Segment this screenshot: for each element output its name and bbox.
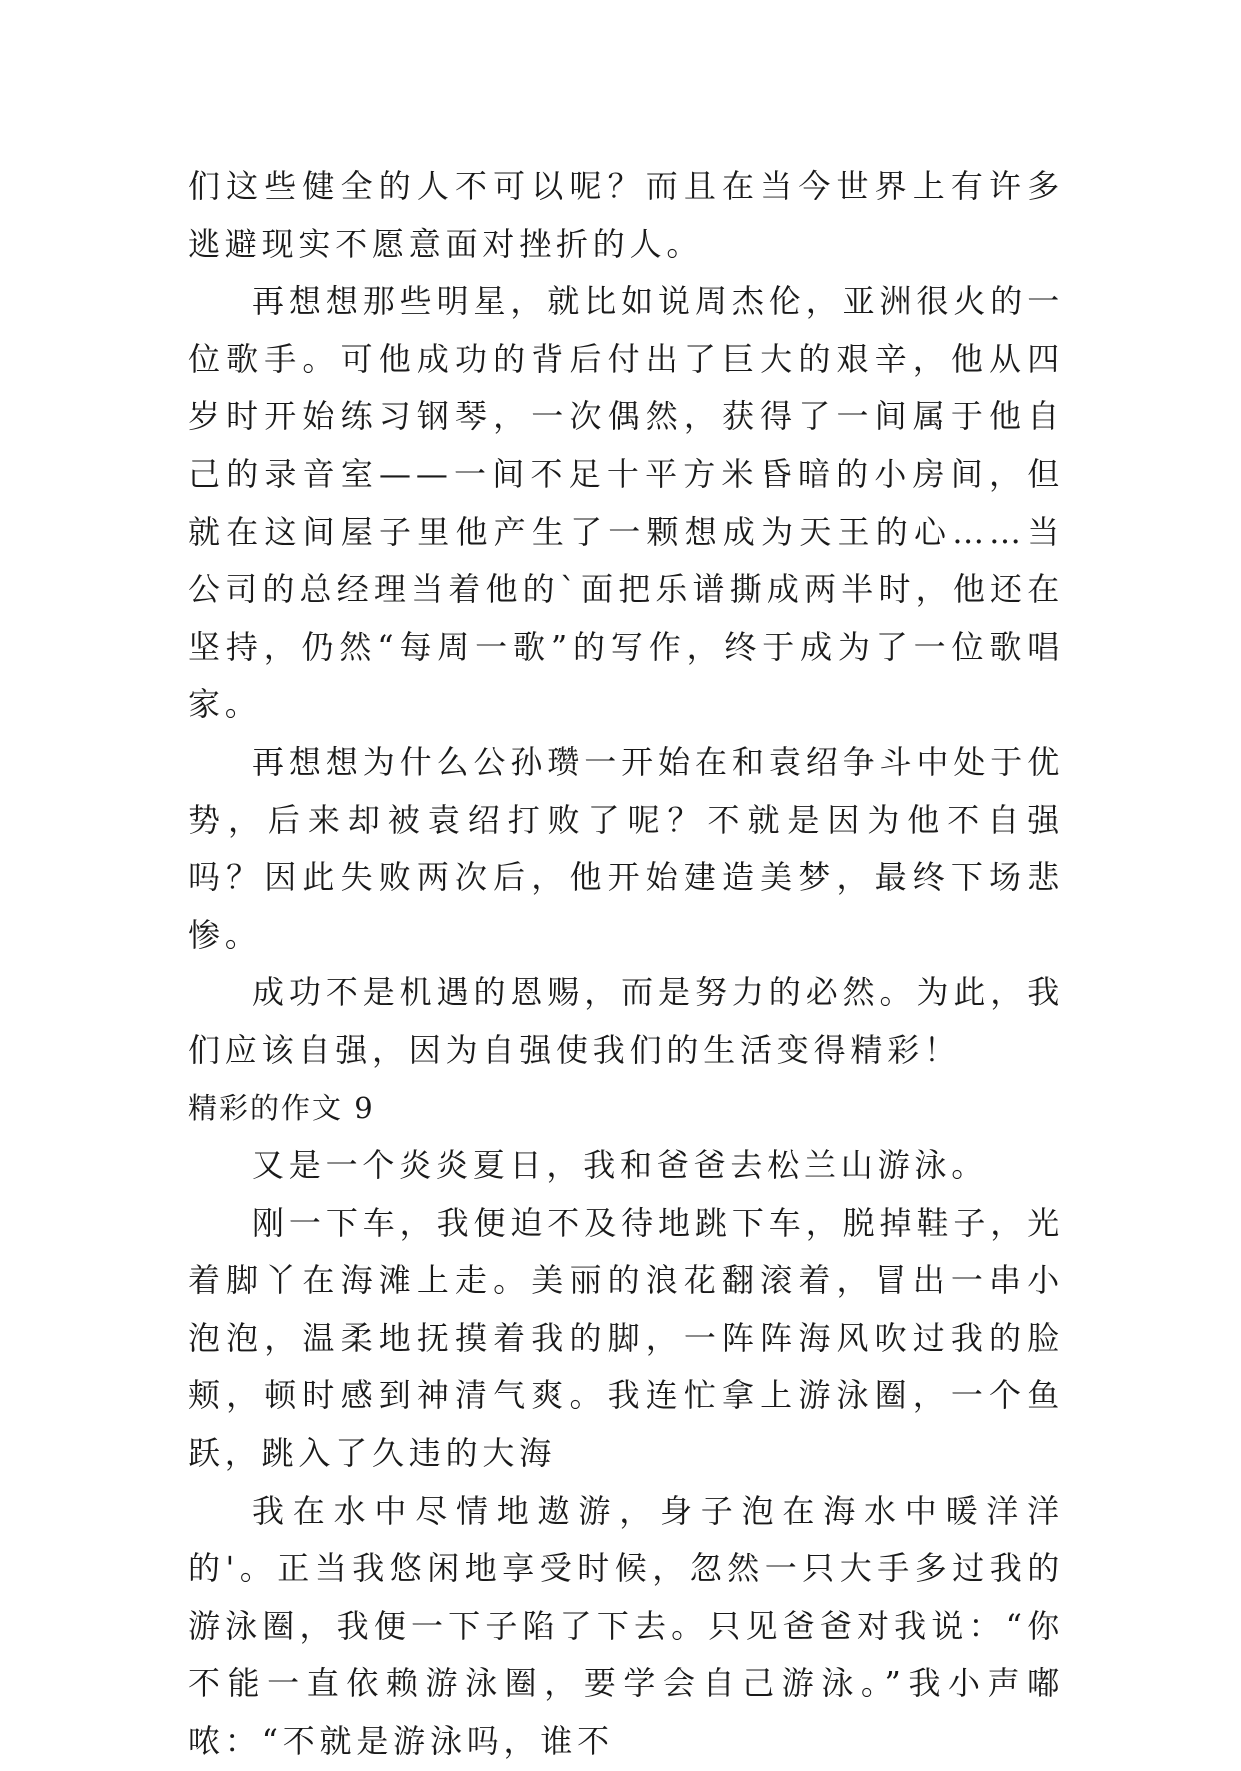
paragraph-jay-chou: 再想想那些明星，就比如说周杰伦，亚洲很火的一位歌手。可他成功的背后付出了巨大的艰辛，他从四岁时开始练习钢琴，一次偶然，获得了一间属于他自己的录音室——一间不足十平方米昏暗的小房间，但就在这间屋子里他产生了一颗想成为天王的心……当公司的总经理当着他的`面把乐谱撕成两半时，他还在坚持，仍然“每周一歌”的写作，终于成为了一位歌唱家。 <box>188 282 1064 724</box>
paragraph-gongsun-zan: 再想想为什么公孙瓒一开始在和袁绍争斗中处于优势，后来却被袁绍打败了呢？不就是因为他不自强吗？因此失败两次后，他开始建造美梦，最终下场悲惨。 <box>188 742 1064 954</box>
paragraph-conclusion: 成功不是机遇的恩赐，而是努力的必然。为此，我们应该自强，因为自强使我们的生活变得精彩！ <box>188 973 1064 1069</box>
article-body <box>188 158 1064 1771</box>
paragraph-swimming: 我在水中尽情地遨游，身子泡在海水中暖洋洋的'。正当我悠闲地享受时候，忽然一只大手多过我的游泳圈，我便一下子陷了下去。只见爸爸对我说：“你不能一直依赖游泳圈，要学会自己游泳。”我小声嘟哝：“不就是游泳吗，谁不 <box>188 1491 1064 1761</box>
essay-heading: 精彩的作文 9 <box>188 1090 375 1125</box>
paragraph-continuation: 们这些健全的人不可以呢？而且在当今世界上有许多逃避现实不愿意面对挫折的人。 <box>188 167 1064 263</box>
paragraph-summer-day: 又是一个炎炎夏日，我和爸爸去松兰山游泳。 <box>252 1146 989 1185</box>
paragraph-beach: 刚一下车，我便迫不及待地跳下车，脱掉鞋子，光着脚丫在海滩上走。美丽的浪花翻滚着，冒出一串小泡泡，温柔地抚摸着我的脚，一阵阵海风吹过我的脸颊，顿时感到神清气爽。我连忙拿上游泳圈，一个鱼跃，跳入了久违的大海 <box>188 1203 1064 1473</box>
